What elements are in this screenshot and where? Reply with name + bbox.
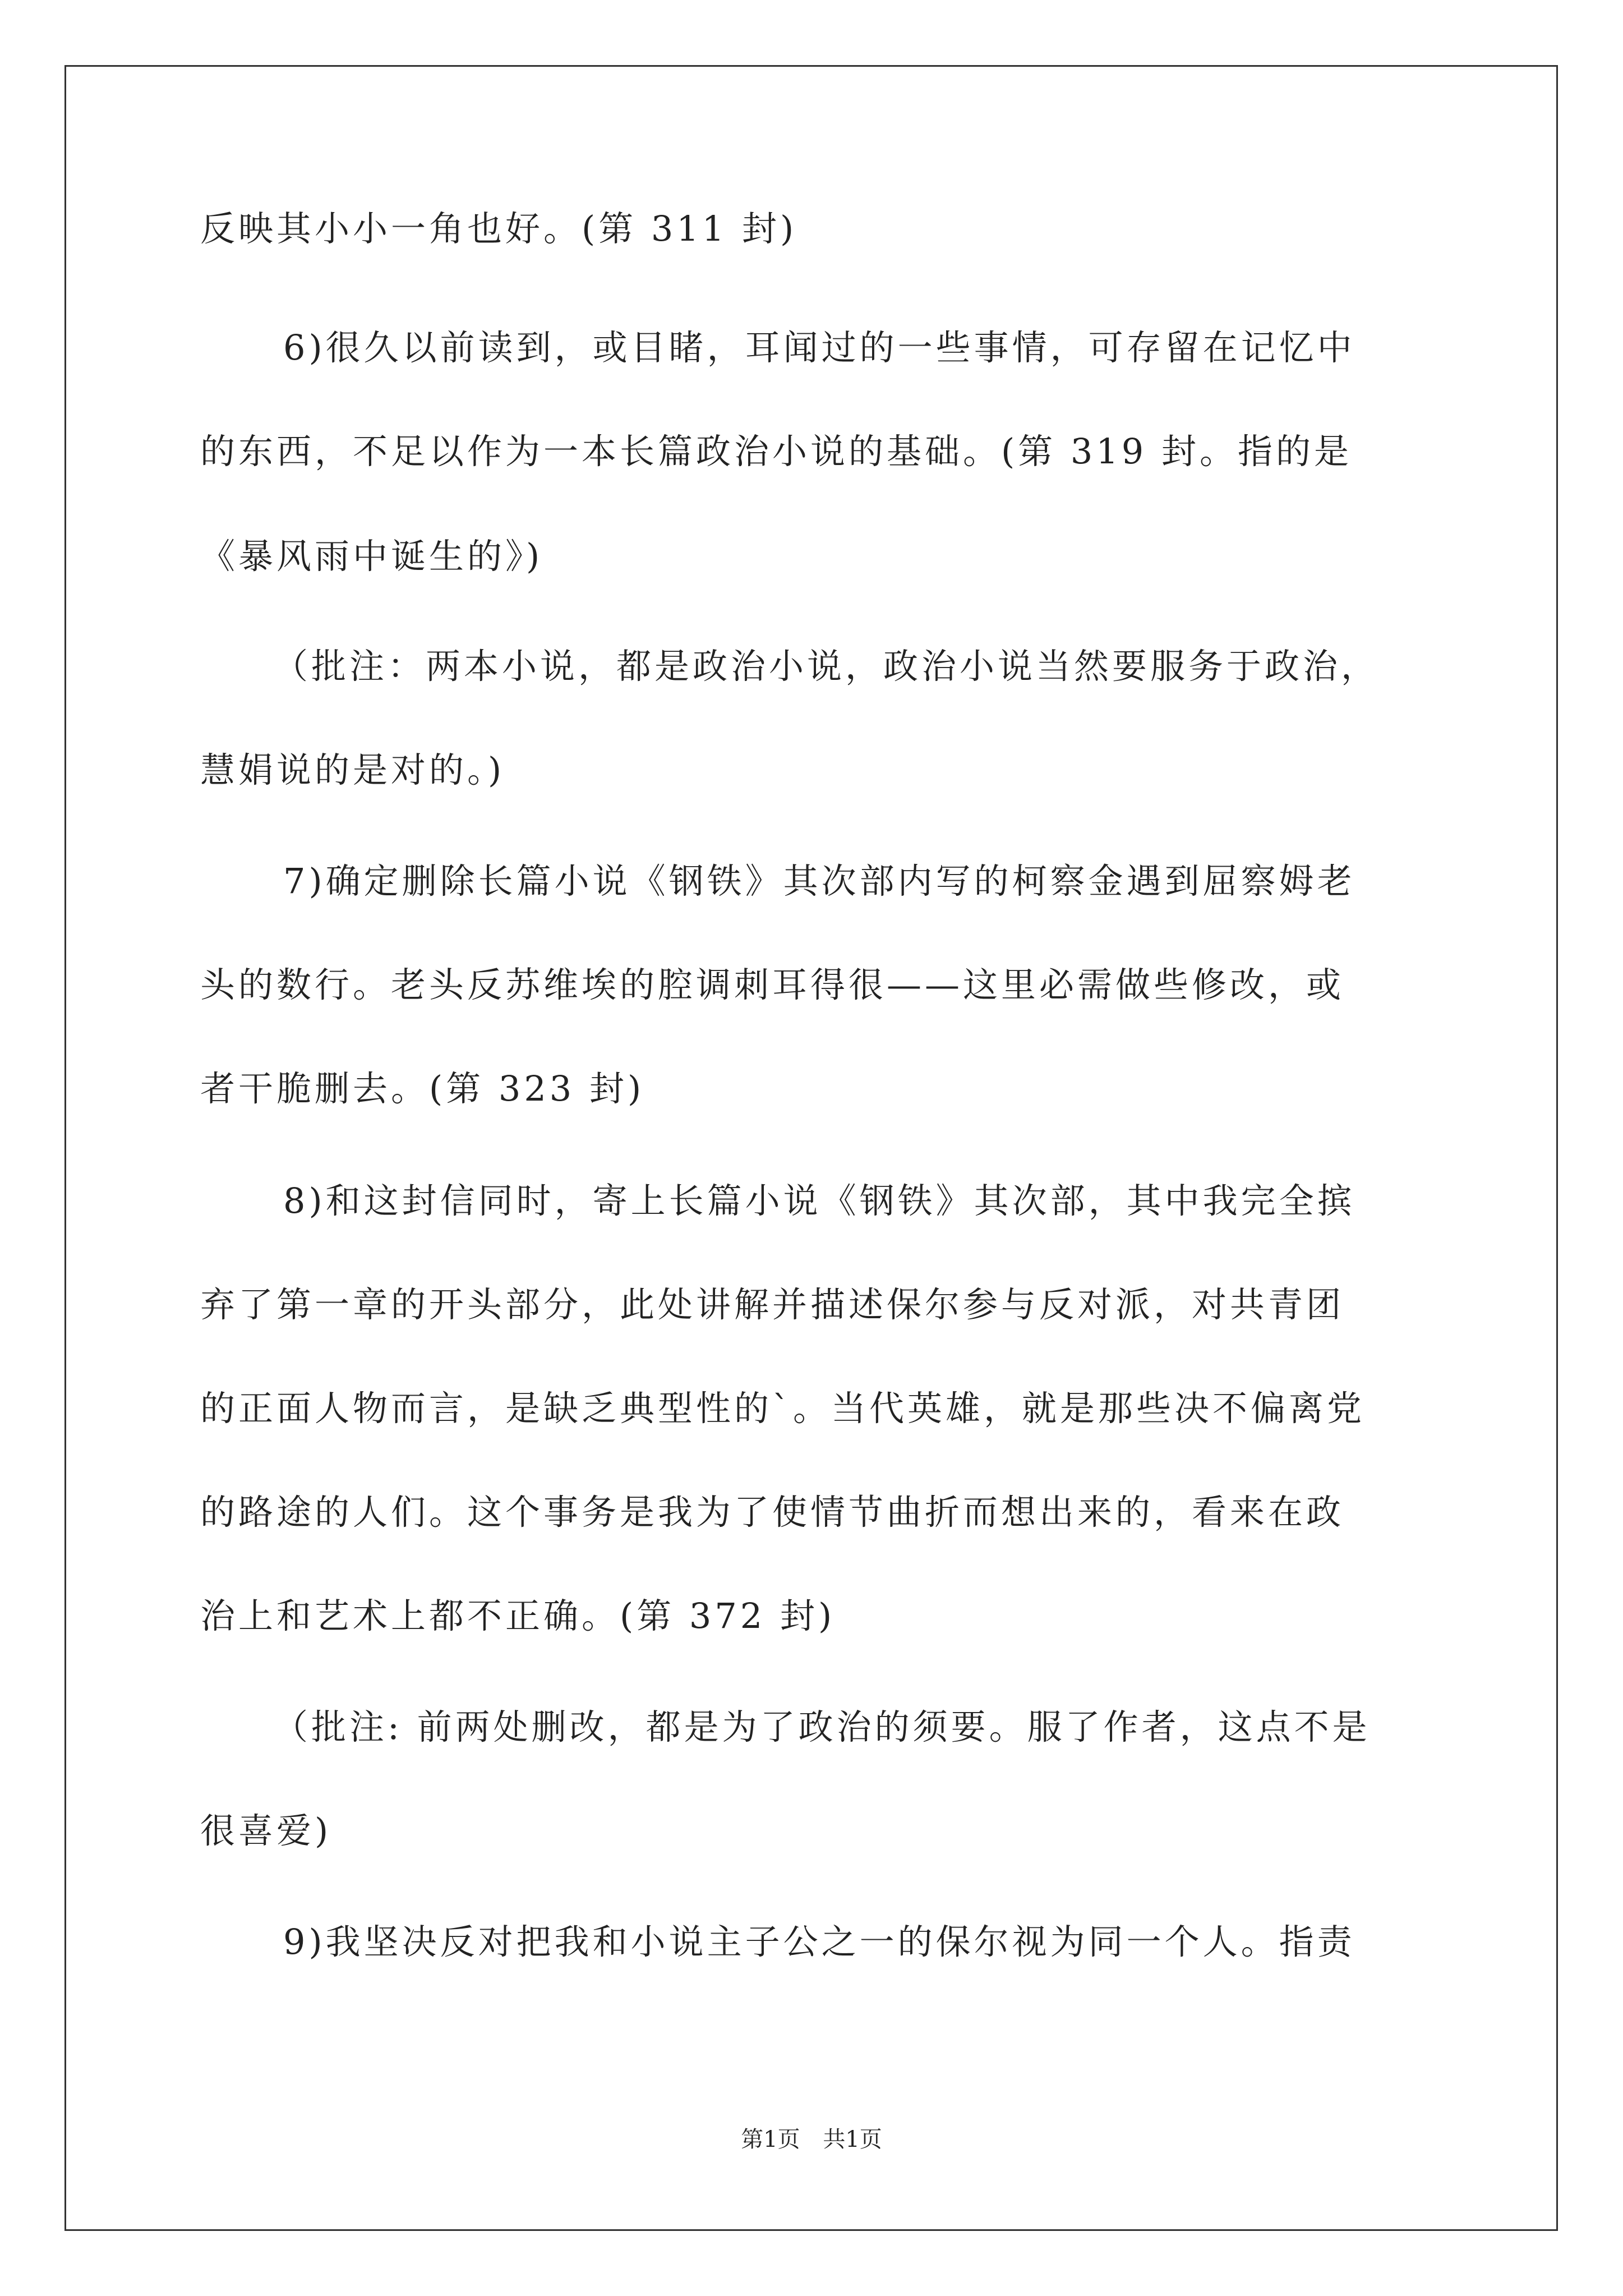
page-border	[64, 65, 1558, 2231]
text-line: 反映其小小一角也好。(第 311 封)	[200, 208, 797, 249]
text-line: 弃了第一章的开头部分，此处讲解并描述保尔参与反对派，对共青团	[200, 1284, 1345, 1325]
text-line: （批注: 前两处删改，都是为了政治的须要。服了作者，这点不是	[273, 1706, 1371, 1747]
text-line: 的东西，不足以作为一本长篇政治小说的基础。(第 319 封。指的是	[200, 431, 1352, 472]
text-line: 慧娟说的是对的。)	[200, 749, 505, 790]
text-line: 治上和艺术上都不正确。(第 372 封)	[200, 1595, 836, 1636]
text-line: 9)我坚决反对把我和小说主子公之一的保尔视为同一个人。指责	[283, 1921, 1355, 1962]
text-line: 6)很久以前读到，或目睹，耳闻过的一些事情，可存留在记忆中	[283, 327, 1355, 368]
page-number: 第1页	[741, 2127, 800, 2152]
text-line: 8)和这封信同时，寄上长篇小说《钢铁》其次部，其中我完全摈	[283, 1180, 1355, 1221]
page-total: 共1页	[823, 2127, 882, 2152]
text-line: 7)确定删除长篇小说《钢铁》其次部内写的柯察金遇到屈察姆老	[283, 861, 1355, 901]
text-line: 者干脆删去。(第 323 封)	[200, 1068, 645, 1109]
text-line: 头的数行。老头反苏维埃的腔调刺耳得很——这里必需做些修改，或	[200, 964, 1345, 1005]
text-line: 《暴风雨中诞生的》)	[200, 536, 543, 577]
text-line: 的正面人物而言，是缺乏典型性的`。当代英雄，就是那些决不偏离党	[200, 1388, 1366, 1429]
page-footer	[0, 2125, 1623, 2154]
text-line: （批注：两本小说，都是政治小说，政治小说当然要服务于政治，	[273, 646, 1380, 687]
text-line: 很喜爱)	[200, 1810, 332, 1851]
text-line: 的路途的人们。这个事务是我为了使情节曲折而想出来的，看来在政	[200, 1492, 1345, 1533]
